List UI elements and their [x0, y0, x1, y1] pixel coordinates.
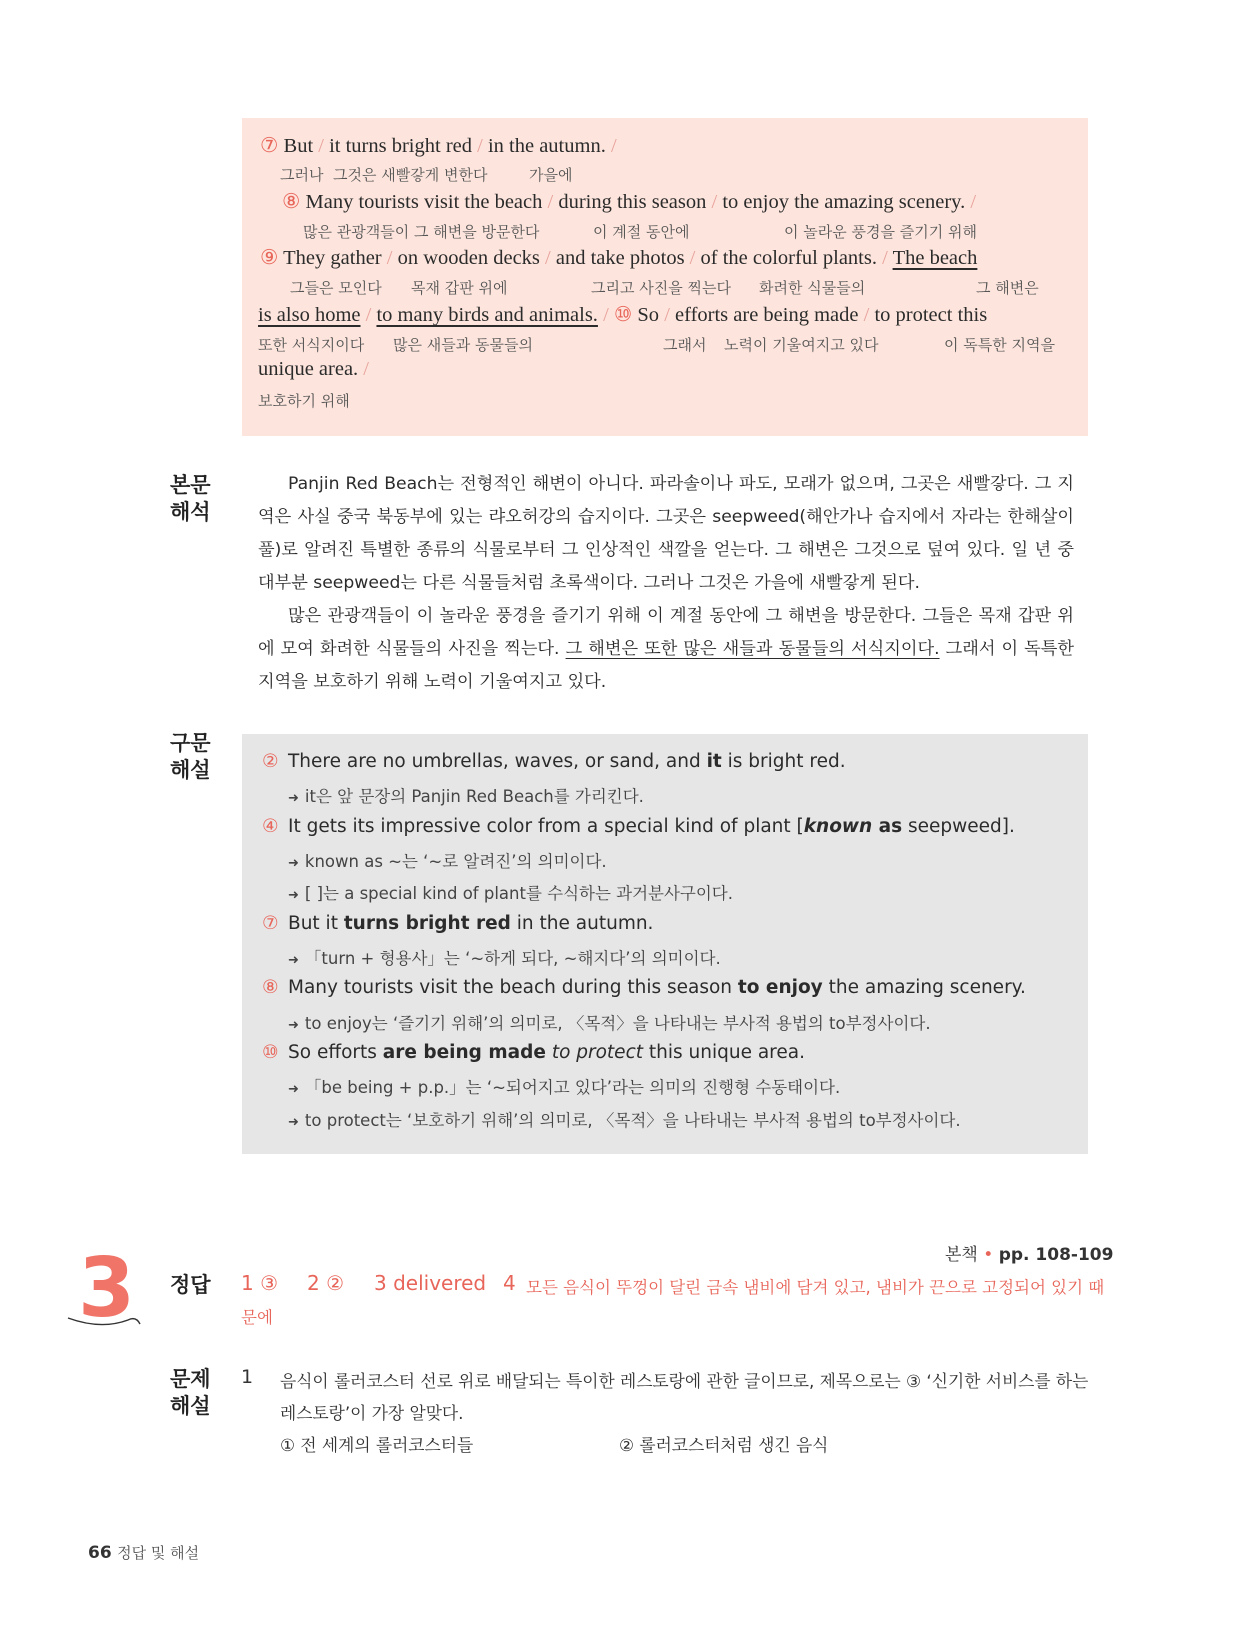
korean-gloss: 많은 관광객들이 그 해변을 방문한다 [303, 223, 540, 241]
question-explanation-cont: 레스토랑’이 가장 알맞다. [280, 1403, 464, 1423]
section-number: 3 [78, 1241, 136, 1336]
arrow-icon: ➜ [288, 1115, 299, 1130]
korean-gloss: 그러나 [280, 166, 324, 184]
passage-line-4: is also home / to many birds and animals. / ⑩ So / efforts are being made / to protect this [258, 304, 988, 326]
grammar-note: ➜ to enjoy는 ‘즐기기 위해’의 의미로, 〈목적〉을 나타내는 부사적 용법의 to부정사이다. [288, 1014, 931, 1033]
english-chunk: They gather [283, 247, 382, 269]
passage-line-1: ⑦ But / it turns bright red / in the autumn. / [260, 135, 617, 157]
answer-4-text-cont: 문에 [241, 1308, 273, 1327]
answer-4-text: 모든 음식이 뚜껑이 달린 금속 냄비에 담겨 있고, 냄비가 끈으로 고정되어 있기 때 [526, 1278, 1105, 1297]
answer-label: 정답 [170, 1273, 211, 1297]
answer-4: 4 [503, 1271, 516, 1295]
arrow-icon: ➜ [288, 856, 299, 871]
sentence-number: ② [262, 751, 279, 772]
sentence-number: ⑨ [260, 247, 279, 269]
passage-line-2: ⑧ Many tourists visit the beach / during this season / to enjoy the amazing scenery. / [282, 191, 977, 213]
section-swoosh [66, 1312, 146, 1332]
grammar-sentence: ② There are no umbrellas, waves, or sand, and it is bright red. [262, 751, 846, 772]
sentence-number: ⑩ [262, 1042, 279, 1063]
answer-2: 2 ② [307, 1271, 345, 1295]
sentence-number: ⑧ [282, 191, 301, 213]
grammar-note: ➜ 「be being + p.p.」는 ‘~되어지고 있다’라는 의미의 진행형 수동태이다. [288, 1078, 841, 1097]
english-chunk: on wooden decks [397, 247, 540, 269]
passage-line-5: unique area. / [258, 358, 369, 380]
korean-gloss: 가을에 [529, 166, 573, 184]
grammar-note: ➜ 「turn + 형용사」는 ‘~하게 되다, ~해지다’의 의미이다. [288, 949, 721, 968]
korean-gloss: 화려한 식물들의 [759, 279, 866, 297]
korean-gloss: 이 계절 동안에 [593, 223, 690, 241]
korean-gloss: 이 독특한 지역을 [944, 336, 1055, 354]
english-chunk: of the colorful plants. [700, 247, 877, 269]
sentence-number: ④ [262, 816, 279, 837]
underlined-sentence: 그 해변은 또한 많은 새들과 동물들의 서식지이다. [565, 639, 940, 659]
english-chunk: in the autumn. [487, 135, 606, 157]
english-chunk: unique area. [258, 358, 359, 380]
sentence-number: ⑦ [260, 135, 279, 157]
option-1: ① 전 세계의 롤러코스터들 [280, 1435, 474, 1455]
sentence-number: ⑩ [613, 304, 633, 326]
footer-label: 정답 및 해설 [117, 1544, 200, 1562]
english-chunk: Many tourists visit the beach [305, 191, 543, 213]
korean-gloss: 그 해변은 [976, 279, 1039, 297]
grammar-sentence: ⑧ Many tourists visit the beach during this season to enjoy the amazing scenery. [262, 977, 1026, 998]
grammar-label: 구문 해설 [170, 731, 211, 782]
page-footer [88, 1542, 199, 1563]
english-chunk-underlined: to many birds and animals. [376, 304, 598, 326]
english-chunk: But [283, 135, 314, 157]
korean-gloss: 노력이 기울여지고 있다 [724, 336, 879, 354]
english-chunk: to protect this [874, 304, 988, 326]
korean-gloss: 그리고 사진을 찍는다 [591, 279, 731, 297]
book-reference: 본책 • pp. 108-109 [945, 1245, 1114, 1265]
arrow-icon: ➜ [288, 1018, 299, 1033]
question-explanation: 음식이 롤러코스터 선로 위로 배달되는 특이한 레스토랑에 관한 글이므로, 제목으로는 ③ ‘신기한 서비스를 하는 [280, 1371, 1089, 1391]
korean-gloss: 그것은 새빨갛게 변한다 [333, 166, 488, 184]
korean-gloss: 목재 갑판 위에 [411, 279, 508, 297]
arrow-icon: ➜ [288, 953, 299, 968]
arrow-icon: ➜ [288, 1082, 299, 1097]
answer-3: 3 delivered [374, 1271, 487, 1295]
english-chunk: and take photos [555, 247, 685, 269]
grammar-sentence: ⑩ So efforts are being made to protect this unique area. [262, 1042, 805, 1063]
english-chunk: it turns bright red [329, 135, 473, 157]
korean-gloss: 그래서 [663, 336, 707, 354]
explanation-label: 문제 해설 [170, 1367, 211, 1418]
question-number: 1 [241, 1366, 254, 1388]
answer-1: 1 ③ [241, 1271, 279, 1295]
arrow-icon: ➜ [288, 888, 299, 903]
english-chunk-underlined: is also home [258, 304, 361, 326]
korean-gloss: 많은 새들과 동물들의 [393, 336, 533, 354]
english-chunk-underlined: The beach [892, 247, 978, 269]
passage-line-3: ⑨ They gather / on wooden decks / and take photos / of the colorful plants. / The beach [260, 247, 978, 269]
translation-paragraph-2: 많은 관광객들이 이 놀라운 풍경을 즐기기 위해 이 계절 동안에 그 해변을 방문한다. 그들은 목재 갑판 위에 모여 화려한 식물들의 사진을 찍는다. 그 해변은 또한 많은 새들과 동물들의 서식지이다. 그래서 이 독특한 지역을 보호하기 위해 노력이 기울여지고 있다. [258, 606, 1074, 692]
korean-gloss: 보호하기 위해 [258, 392, 350, 410]
english-chunk: to enjoy the amazing scenery. [722, 191, 966, 213]
translation-paragraph-1: Panjin Red Beach는 전형적인 해변이 아니다. 파라솔이나 파도, 모래가 없으며, 그곳은 새빨갛다. 그 지역은 사실 중국 북동부에 있는 랴오허강의 습지이다. 그곳은 seepweed(해안가나 습지에서 자라는 한해살이 풀)로 알려진 특별한 종류의 식물로부터 그 인상적인 색깔을 얻는다. 그 해변은 그것으로 덮여 있다. 일 년 중 대부분 seepweed는 다른 식물들처럼 초록색이다. 그러나 그것은 가을에 새빨갛게 된다. [258, 474, 1074, 593]
translation-label: 본문 해석 [170, 473, 211, 524]
sentence-number: ⑧ [262, 977, 279, 998]
grammar-sentence: ④ It gets its impressive color from a special kind of plant [known as seepweed]. [262, 816, 1015, 837]
grammar-note: ➜ it은 앞 문장의 Panjin Red Beach를 가리킨다. [288, 787, 644, 806]
grammar-note: ➜ known as ~는 ‘~로 알려진’의 의미이다. [288, 852, 607, 871]
grammar-note: ➜ [ ]는 a special kind of plant를 수식하는 과거분사구이다. [288, 884, 733, 903]
english-chunk: efforts are being made [675, 304, 859, 326]
page-number: 66 [88, 1543, 112, 1563]
sentence-number: ⑦ [262, 913, 279, 934]
english-chunk: So [637, 304, 660, 326]
english-chunk: during this season [558, 191, 707, 213]
arrow-icon: ➜ [288, 791, 299, 806]
grammar-note: ➜ to protect는 ‘보호하기 위해’의 의미로, 〈목적〉을 나타내는 부사적 용법의 to부정사이다. [288, 1111, 961, 1130]
korean-gloss: 또한 서식지이다 [258, 336, 365, 354]
grammar-sentence: ⑦ But it turns bright red in the autumn. [262, 913, 654, 934]
korean-gloss: 이 놀라운 풍경을 즐기기 위해 [784, 223, 977, 241]
korean-gloss: 그들은 모인다 [290, 279, 382, 297]
option-2: ② 롤러코스터처럼 생긴 음식 [619, 1435, 829, 1455]
